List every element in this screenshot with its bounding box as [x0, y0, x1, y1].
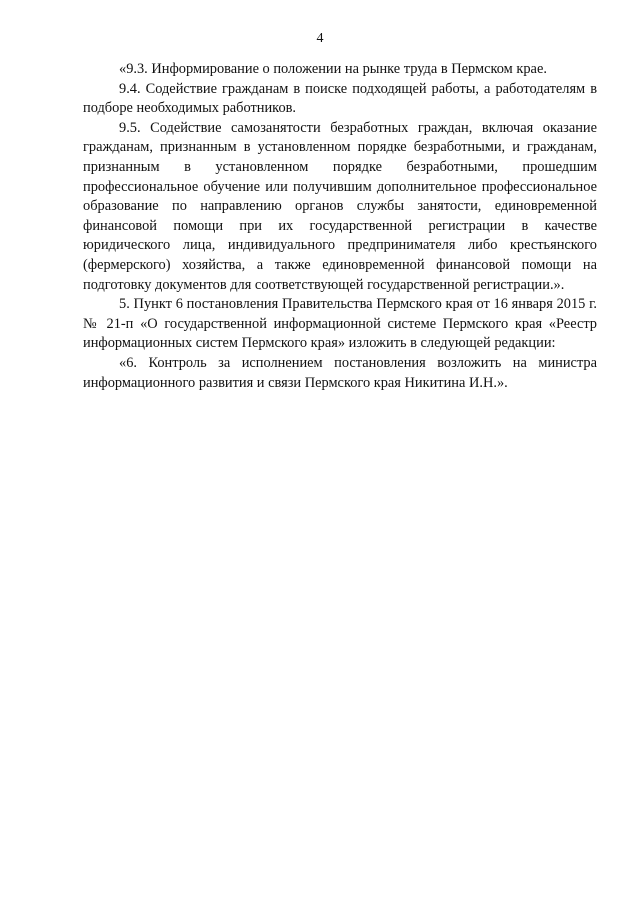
paragraph-item-6-quote: «6. Контроль за исполнением постановления возложить на министра информационного развития и связи Пермского края Никитина И.Н.». — [83, 354, 597, 391]
paragraph-9-5: 9.5. Содействие самозанятости безработных граждан, включая оказание гражданам, признанным в установленном порядке безработными, и гражданам, признанным в установленном порядке безработными, прошедшим профессиональное обучение или получившим дополнительное профессиональное образование по направлению органов службы занятости, единовременной финансовой помощи при их государственной регистрации в качестве юридического лица, индивидуального предпринимателя либо крестьянского (фермерского) хозяйства, а также единовременной финансовой помощи на подготовку документов для соответствующей государственной регистрации.». — [83, 119, 597, 293]
paragraph-item-5: 5. Пункт 6 постановления Правительства Пермского края от 16 января 2015 г. № 21-п «О государственной информационной системе Пермского края «Реестр информационных систем Пермского края» изложить в следующей редакции: — [83, 296, 597, 352]
document-body — [83, 60, 597, 393]
paragraph-9-3: «9.3. Информирование о положении на рынке труда в Пермском крае. — [119, 61, 547, 77]
page-number: 4 — [316, 31, 324, 46]
paragraph-9-4: 9.4. Содействие гражданам в поиске подходящей работы, а работодателям в подборе необходимых работников. — [83, 80, 597, 117]
